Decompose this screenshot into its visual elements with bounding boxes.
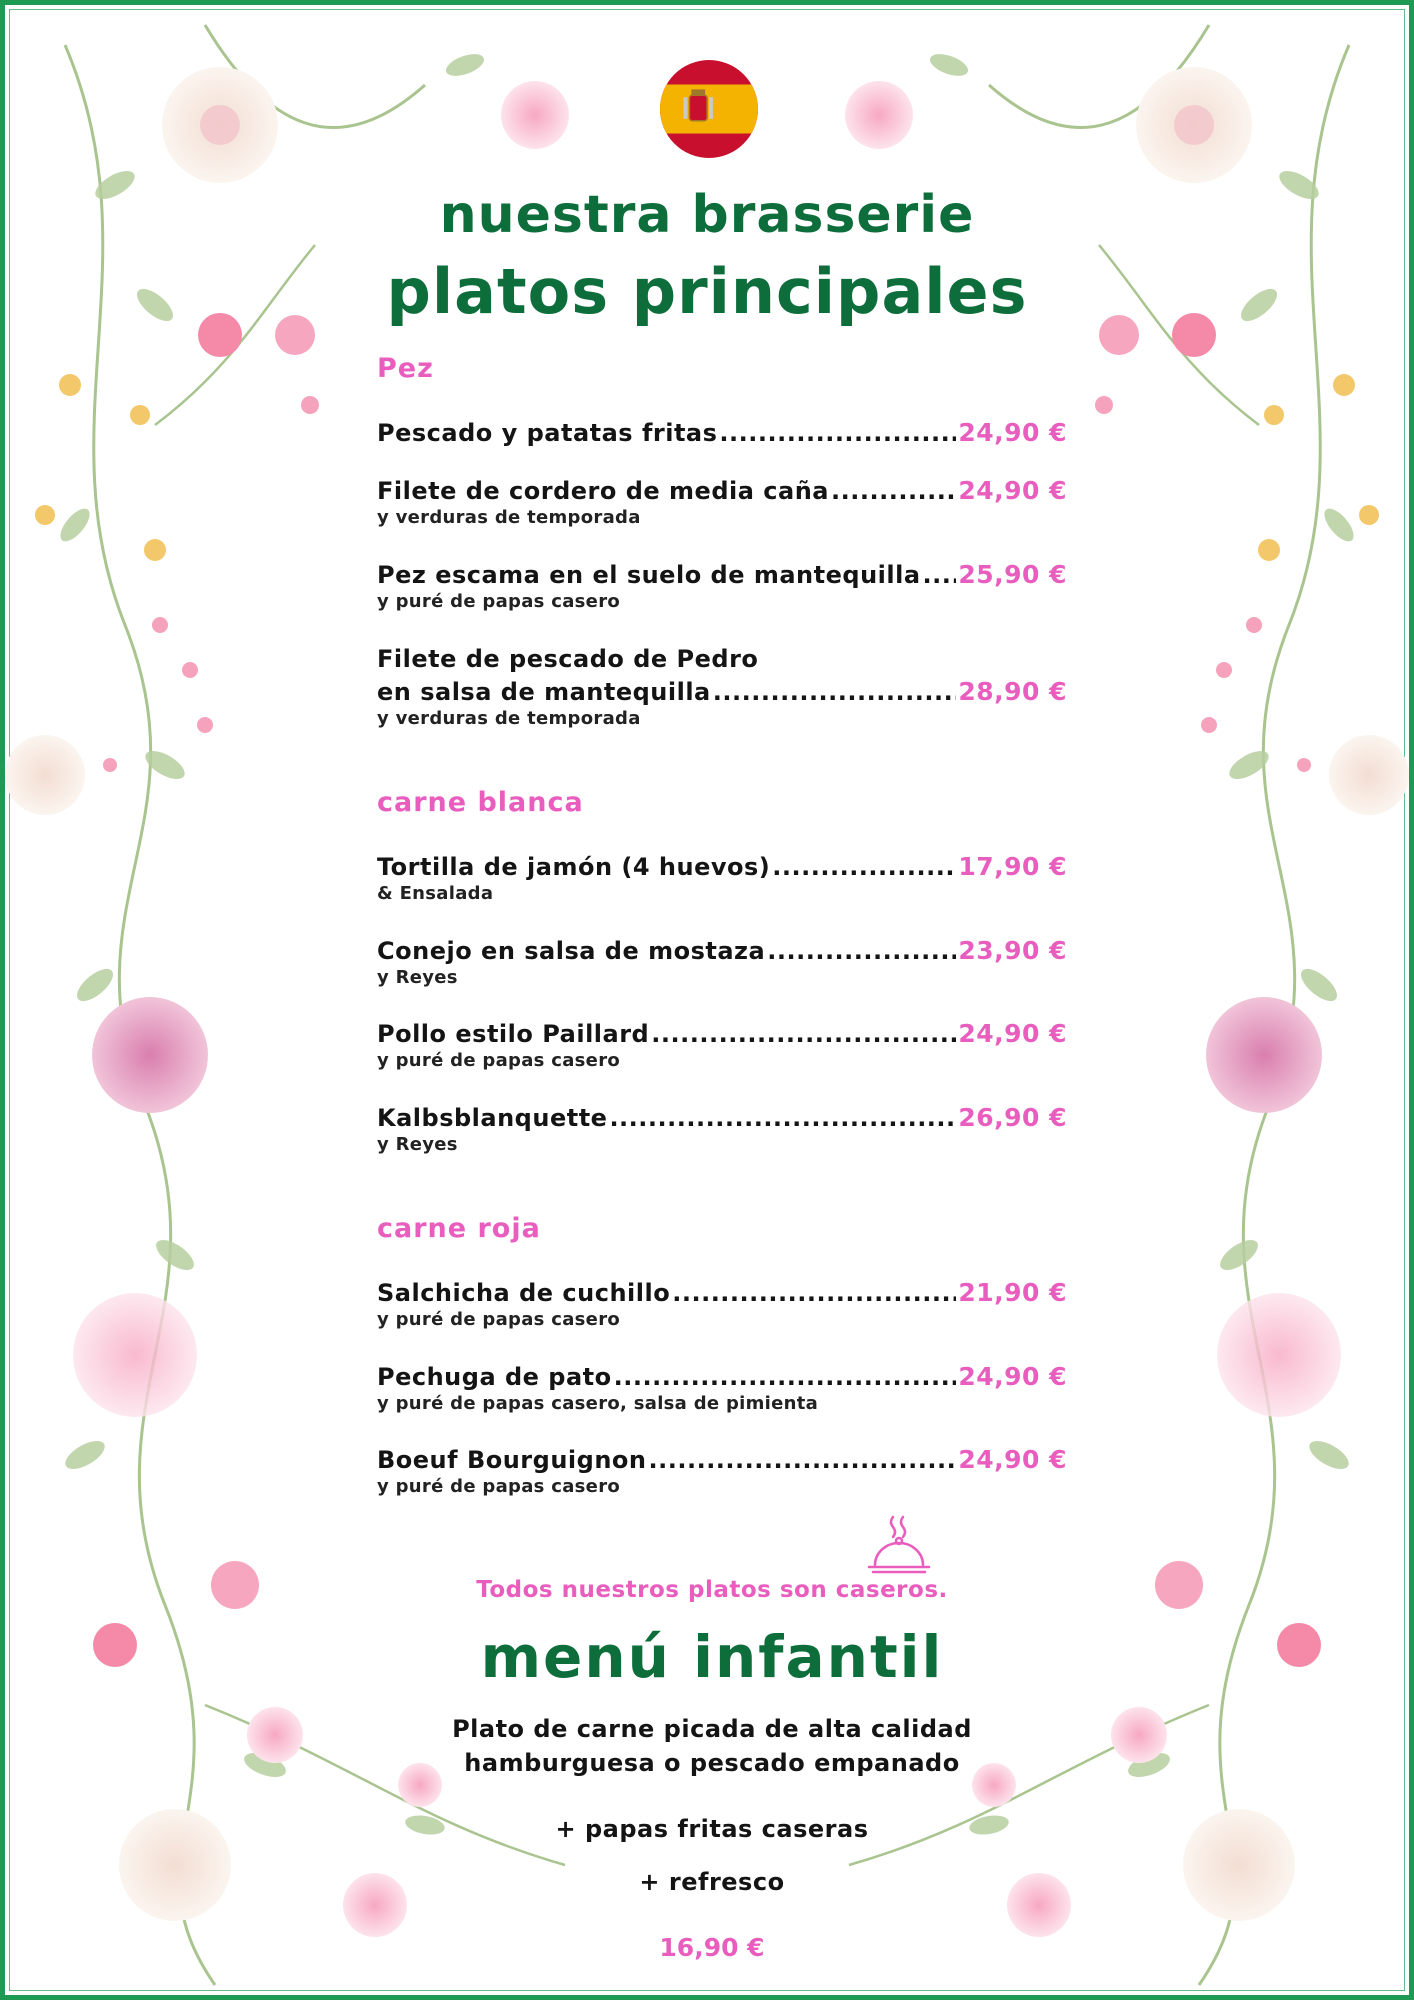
item-description: y puré de papas casero, salsa de pimienta bbox=[377, 1393, 819, 1414]
item-name: Boeuf Bourguignon bbox=[377, 1446, 647, 1474]
cloche-icon bbox=[863, 1513, 935, 1577]
kids-menu-extra2: + refresco bbox=[639, 1868, 785, 1896]
item-name: Kalbsblanquette bbox=[377, 1104, 608, 1132]
menu-item bbox=[377, 1278, 1067, 1330]
page-title: platos principales bbox=[386, 255, 1028, 328]
kids-menu-extra1: + papas fritas caseras bbox=[555, 1815, 869, 1843]
spain-flag-icon bbox=[660, 60, 758, 158]
item-name: Pechuga de pato bbox=[377, 1363, 612, 1391]
menu-item bbox=[377, 1103, 1067, 1155]
item-description: y puré de papas casero bbox=[377, 1050, 621, 1071]
section-title-carne-roja: carne roja bbox=[377, 1213, 541, 1244]
item-name-line1: Filete de pescado de Pedro bbox=[377, 645, 759, 673]
kids-menu-line2: hamburguesa o pescado empanado bbox=[464, 1749, 960, 1777]
item-price: 24,90 € bbox=[958, 1019, 1067, 1048]
item-description: y puré de papas casero bbox=[377, 1309, 621, 1330]
menu-item bbox=[377, 645, 1067, 729]
item-price: 24,90 € bbox=[958, 1445, 1067, 1474]
menu-item bbox=[377, 852, 1067, 904]
kids-menu-line1: Plato de carne picada de alta calidad bbox=[452, 1715, 972, 1743]
item-price: 26,90 € bbox=[958, 1103, 1067, 1132]
menu-item bbox=[377, 476, 1067, 528]
item-description: y Reyes bbox=[377, 1134, 458, 1155]
menu-item bbox=[377, 1445, 1067, 1497]
item-description: y puré de papas casero bbox=[377, 591, 621, 612]
item-name: Pollo estilo Paillard bbox=[377, 1020, 650, 1048]
item-name: Salchicha de cuchillo bbox=[377, 1279, 671, 1307]
item-name: Tortilla de jamón (4 huevos) bbox=[377, 853, 771, 881]
section-title-pez: Pez bbox=[377, 353, 434, 384]
item-price: 25,90 € bbox=[958, 560, 1067, 589]
item-price: 21,90 € bbox=[958, 1278, 1067, 1307]
item-description: y puré de papas casero bbox=[377, 1476, 621, 1497]
restaurant-subtitle: nuestra brasserie bbox=[439, 185, 975, 245]
menu-item bbox=[377, 560, 1067, 612]
menu-item bbox=[377, 1362, 1067, 1414]
menu-item bbox=[377, 1019, 1067, 1071]
item-price: 24,90 € bbox=[958, 476, 1067, 505]
kids-menu-price: 16,90 € bbox=[659, 1933, 765, 1962]
item-description: y verduras de temporada bbox=[377, 708, 641, 729]
item-name: Pescado y patatas fritas bbox=[377, 419, 718, 447]
menu-item bbox=[377, 418, 1067, 447]
item-price: 24,90 € bbox=[958, 1362, 1067, 1391]
item-price: 23,90 € bbox=[958, 936, 1067, 965]
item-price: 28,90 € bbox=[958, 677, 1067, 706]
kids-menu-title: menú infantil bbox=[480, 1623, 944, 1691]
item-description: y verduras de temporada bbox=[377, 507, 641, 528]
item-name: en salsa de mantequilla bbox=[377, 678, 711, 706]
item-name: Filete de cordero de media caña bbox=[377, 477, 829, 505]
item-name: Pez escama en el suelo de mantequilla bbox=[377, 561, 921, 589]
homemade-note: Todos nuestros platos son caseros. bbox=[476, 1577, 948, 1603]
item-description: & Ensalada bbox=[377, 883, 494, 904]
item-price: 24,90 € bbox=[958, 418, 1067, 447]
item-price: 17,90 € bbox=[958, 852, 1067, 881]
item-description: y Reyes bbox=[377, 967, 458, 988]
item-name: Conejo en salsa de mostaza bbox=[377, 937, 766, 965]
section-title-carne-blanca: carne blanca bbox=[377, 787, 584, 818]
menu-item bbox=[377, 936, 1067, 988]
